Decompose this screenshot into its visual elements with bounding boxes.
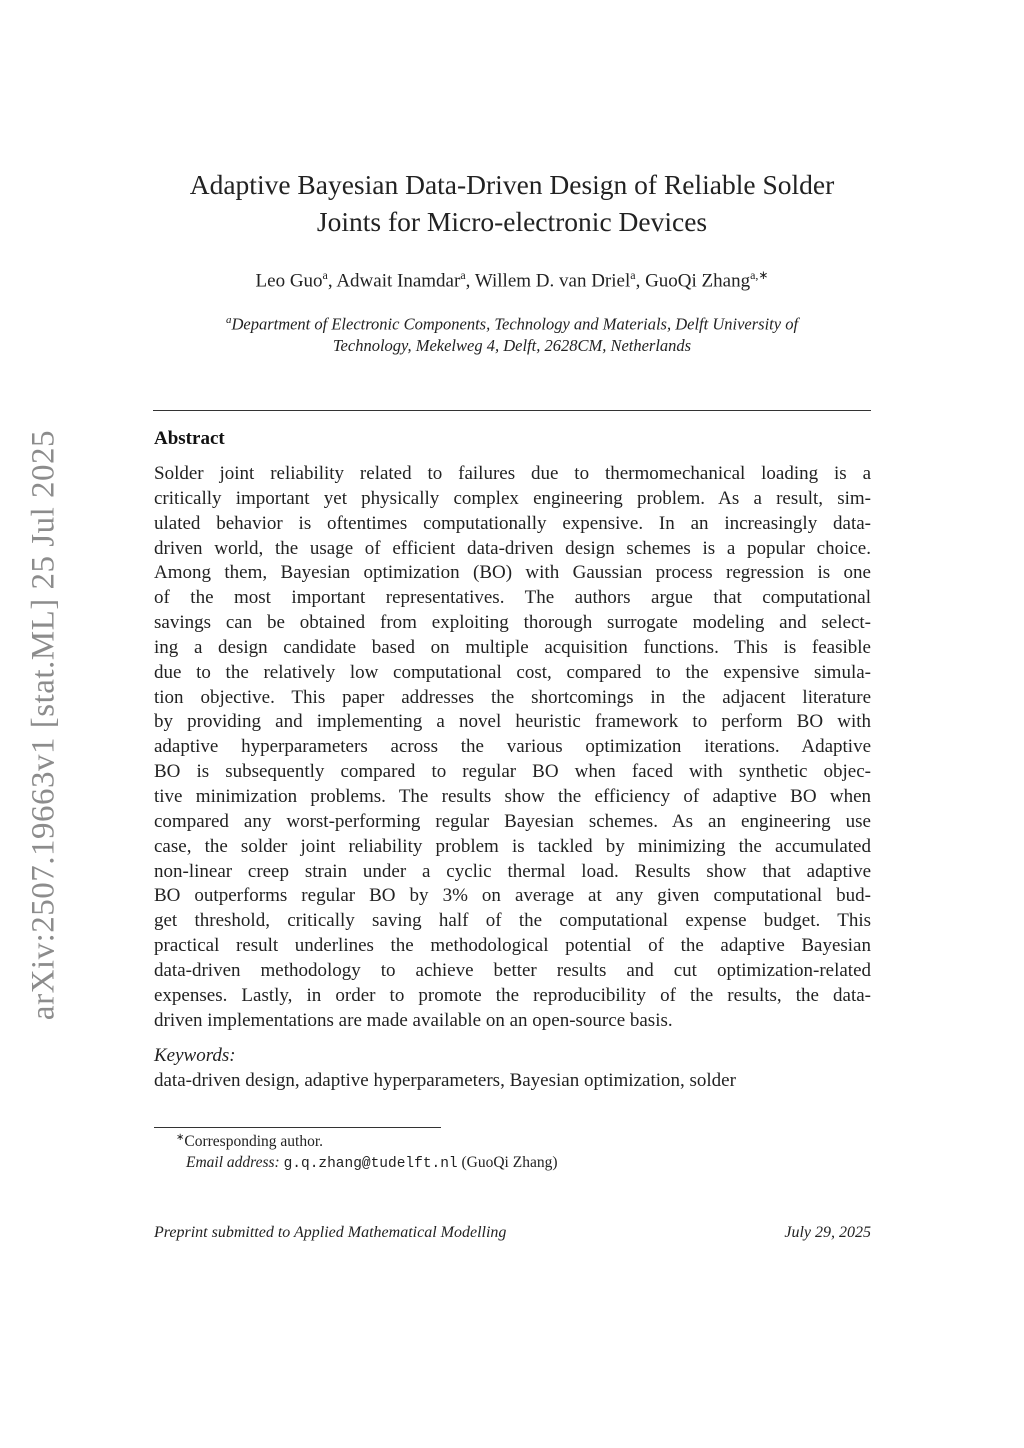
email-link[interactable]: g.q.zhang@tudelft.nl — [283, 1156, 458, 1172]
author-list — [150, 268, 874, 292]
author-separator: , — [635, 270, 646, 292]
corresponding-mark: ∗ — [176, 1132, 185, 1143]
header-divider — [153, 410, 871, 411]
affiliation-line-2: Technology, Mekelweg 4, Delft, 2628CM, Netherlands — [332, 335, 692, 355]
author-name: GuoQi Zhang — [645, 270, 751, 292]
author-affiliation-mark: a,∗ — [750, 268, 769, 282]
abstract-line: BO is subsequently compared to regular BO when faced with synthetic objec- — [154, 761, 871, 783]
abstract-line: Solder joint reliability related to failures due to thermomechanical loading is a — [154, 463, 871, 484]
abstract-line: BO outperforms regular BO by 3% on average at any given computational bud- — [154, 885, 871, 907]
abstract-line: data-driven methodology to achieve better results and cut optimization-related — [154, 959, 871, 981]
abstract-line: practical result underlines the methodological potential of the adaptive Bayesian — [154, 935, 871, 957]
email-note — [186, 1154, 558, 1172]
email-owner: (GuoQi Zhang) — [461, 1154, 558, 1171]
abstract-line: ulated behavior is oftentimes computationally expensive. In an increasingly data- — [154, 512, 871, 534]
author-name: Willem D. van Driel — [474, 270, 631, 292]
abstract-line: savings can be obtained from exploiting thorough surrogate modeling and select- — [154, 612, 871, 634]
abstract-line: driven world, the usage of efficient data-driven design schemes is a popular choice. — [154, 537, 871, 559]
corresponding-text: Corresponding author. — [184, 1133, 324, 1151]
abstract-line: expenses. Lastly, in order to promote the reproducibility of the results, the data- — [154, 984, 871, 1006]
keywords-text: data-driven design, adaptive hyperparameters, Bayesian optimization, solder — [154, 1070, 736, 1091]
abstract-line: non-linear creep strain under a cyclic thermal load. Results show that adaptive — [154, 860, 871, 882]
abstract-line: due to the relatively low computational cost, compared to the expensive simula- — [154, 661, 871, 683]
email-label: Email address: — [186, 1154, 280, 1171]
affiliation-mark: a — [225, 314, 232, 326]
footnote-divider — [154, 1127, 441, 1128]
author-affiliation-mark: a — [630, 268, 636, 282]
abstract-line: adaptive hyperparameters across the various optimization iterations. Adaptive — [154, 736, 871, 758]
preprint-date: July 29, 2025 — [784, 1224, 871, 1241]
abstract-line: Among them, Bayesian optimization (BO) with Gaussian process regression is one — [154, 562, 871, 584]
abstract-line: compared any worst-performing regular Bayesian schemes. As an engineering use — [154, 810, 871, 832]
title-line-2: Joints for Micro-electronic Devices — [316, 206, 708, 237]
abstract-line: tive minimization problems. The results show the efficiency of adaptive BO when — [154, 785, 871, 807]
author-separator: , — [327, 270, 337, 292]
abstract-body — [154, 462, 871, 1033]
author-affiliation-mark: a — [460, 268, 466, 282]
title-line-1: Adaptive Bayesian Data-Driven Design of Reliable Solder — [189, 169, 835, 200]
author-name: Adwait Inamdar — [336, 270, 461, 292]
abstract-line: critically important yet physically complex engineering problem. As a result, sim- — [154, 487, 871, 509]
affiliation-line-1: Department of Electronic Components, Technology and Materials, Delft University of — [231, 314, 799, 334]
author-name: Leo Guo — [255, 270, 323, 292]
abstract-heading: Abstract — [154, 428, 225, 449]
arxiv-identifier[interactable]: arXiv:2507.19663v1 [stat.ML] 25 Jul 2025 — [25, 429, 62, 1021]
abstract-line: by providing and implementing a novel heuristic framework to perform BO with — [154, 711, 871, 733]
author-separator: , — [465, 270, 475, 292]
abstract-line: of the most important representatives. The authors argue that computational — [154, 587, 871, 609]
preprint-note: Preprint submitted to Applied Mathematical Modelling — [154, 1224, 507, 1241]
keywords-label: Keywords: — [154, 1045, 236, 1066]
paper-title — [150, 166, 874, 240]
abstract-line: get threshold, critically saving half of the computational expense budget. This — [154, 910, 871, 932]
affiliation — [150, 310, 874, 356]
corresponding-author-note — [176, 1132, 323, 1151]
abstract-line: case, the solder joint reliability problem is tackled by minimizing the accumulated — [154, 835, 871, 857]
author-affiliation-mark: a — [322, 268, 328, 282]
abstract-line: tion objective. This paper addresses the shortcomings in the adjacent literature — [154, 686, 871, 708]
abstract-line: ing a design candidate based on multiple acquisition functions. This is feasible — [154, 636, 871, 658]
abstract-line: driven implementations are made available on an open-source basis. — [154, 1009, 673, 1031]
